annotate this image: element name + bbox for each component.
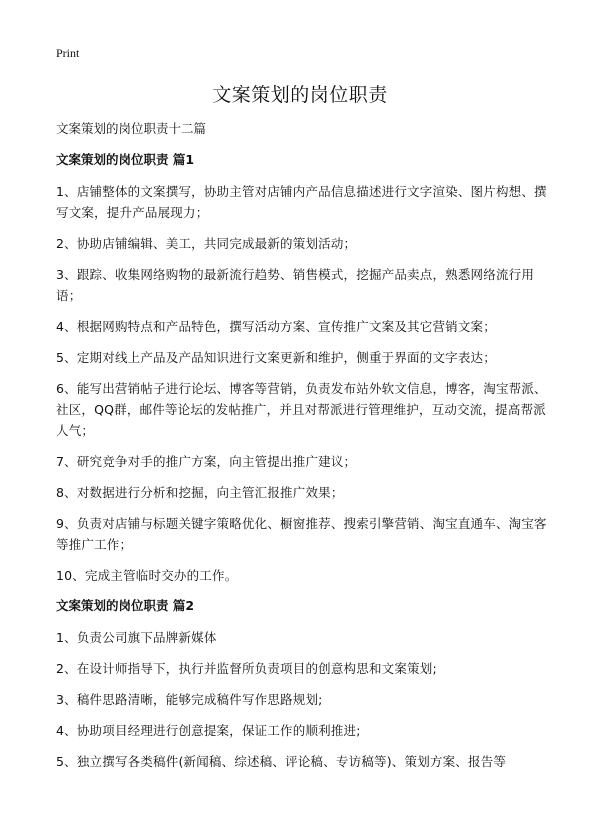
- list-item: 3、跟踪、收集网络购物的最新流行趋势、销售模式，挖掘产品卖点，熟悉网络流行用语；: [56, 267, 535, 303]
- list-item: 2、协助店铺编辑、美工，共同完成最新的策划活动；: [56, 236, 357, 251]
- document-body: [56, 119, 550, 782]
- list-item: 8、对数据进行分析和挖掘，向主管汇报推广效果；: [56, 485, 344, 500]
- list-item: 1、负责公司旗下品牌新媒体: [56, 630, 217, 645]
- list-item: 5、独立撰写各类稿件(新闻稿、综述稿、评论稿、专访稿等)、策划方案、报告等: [56, 754, 507, 769]
- section-heading: 文案策划的岗位职责 篇1: [56, 152, 195, 167]
- document-subtitle: 文案策划的岗位职责十二篇: [56, 121, 207, 136]
- list-item: 10、完成主管临时交办的工作。: [56, 568, 238, 583]
- list-item: 1、店铺整体的文案撰写，协助主管对店铺内产品信息描述进行文字渲染、图片构想、撰写文案，提升产品展现力；: [56, 184, 547, 220]
- list-item: 9、负责对店铺与标题关键字策略优化、橱窗推荐、搜索引擎营销、淘宝直通车、淘宝客等推广工作；: [56, 516, 547, 552]
- list-item: 2、在设计师指导下，执行并监督所负责项目的创意构思和文案策划;: [56, 661, 437, 676]
- list-item: 6、能写出营销帖子进行论坛、博客等营销，负责发布站外软文信息，博客，淘宝帮派、社区，QQ群，邮件等论坛的发帖推广，并且对帮派进行管理维护，互动交流，提高帮派人气；: [56, 381, 547, 438]
- list-item: 4、根据网购特点和产品特色，撰写活动方案、宣传推广文案及其它营销文案；: [56, 319, 496, 334]
- list-item: 5、定期对线上产品及产品知识进行文案更新和维护，侧重于界面的文字表达；: [56, 350, 496, 365]
- print-link[interactable]: Print: [56, 46, 80, 60]
- list-item: 7、研究竞争对手的推广方案，向主管提出推广建议；: [56, 454, 357, 469]
- list-item: 4、协助项目经理进行创意提案，保证工作的顺利推进;: [56, 723, 361, 738]
- section-1: [56, 150, 550, 586]
- page-title: 文案策划的岗位职责: [212, 84, 388, 106]
- section-2: [56, 596, 550, 772]
- list-item: 3、稿件思路清晰，能够完成稿件写作思路规划;: [56, 692, 323, 707]
- section-heading: 文案策划的岗位职责 篇2: [56, 598, 195, 613]
